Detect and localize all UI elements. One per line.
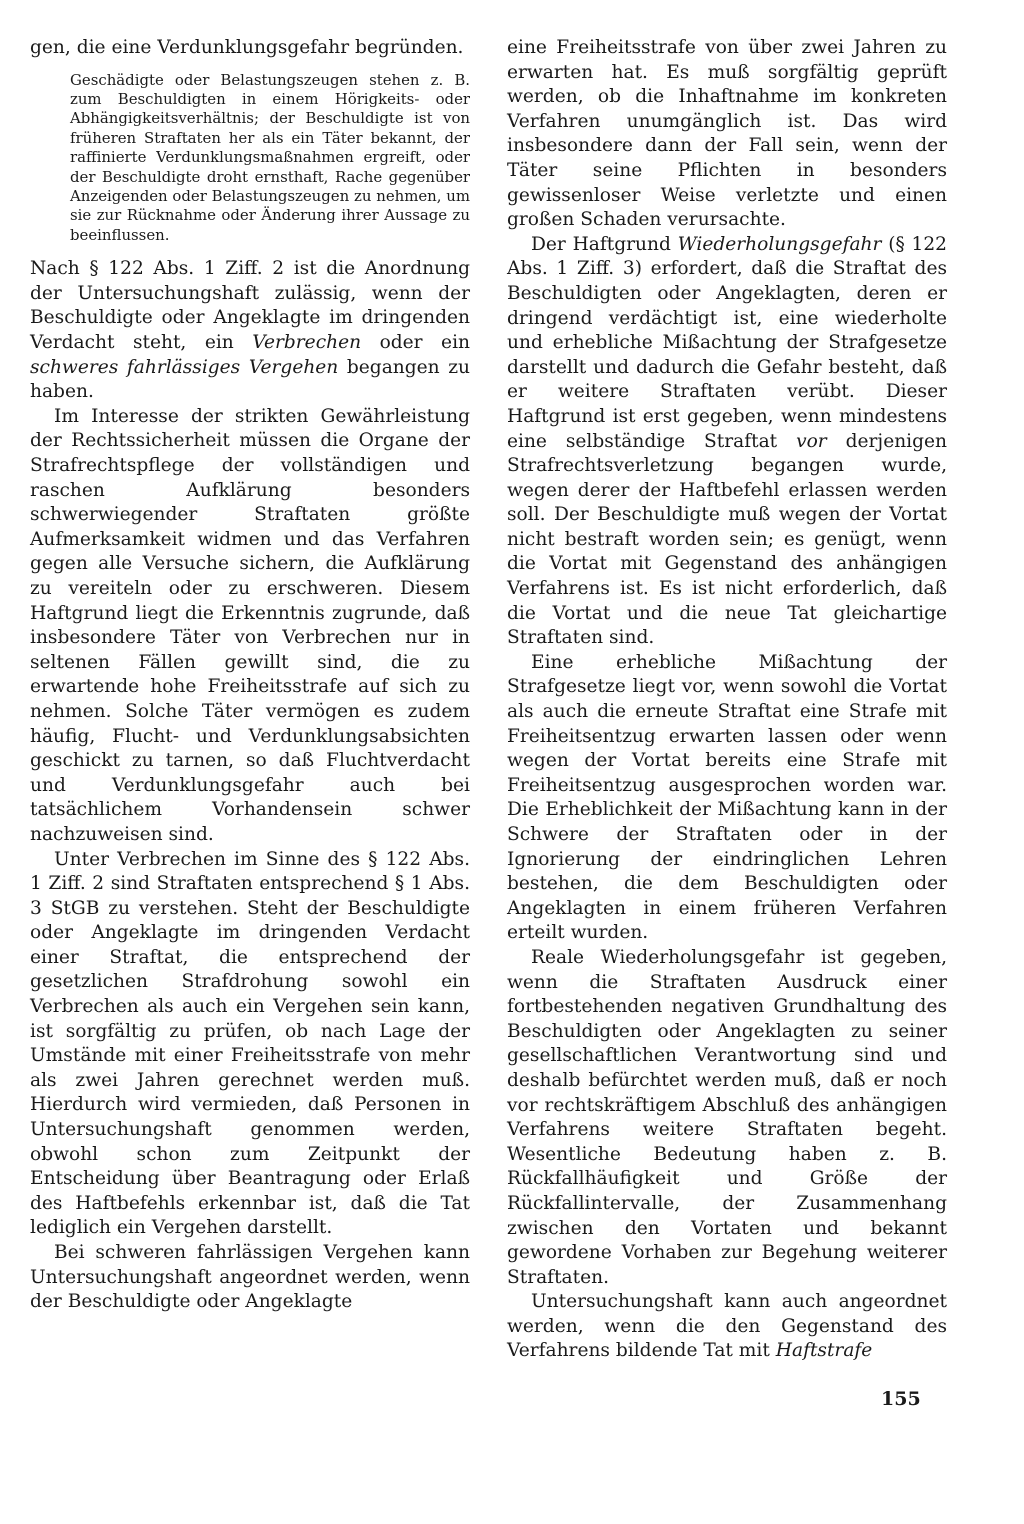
left-column (30, 36, 470, 1315)
right-column (507, 36, 947, 1364)
paragraph-continuation: eine Freiheitsstrafe von über zwei Jahren zu erwarten hat. Es muß sorgfältig geprüft werden, ob die Inhaftnahme im konkreten Verfahren unumgänglich ist. Das wird insbesondere dann der Fall sein, wenn der Täter seine Pflichten in besonders gewissenloser Weise verletzte und einen großen Schaden verursachte. (507, 37, 947, 231)
emphasis-wiederholungsgefahr: Wiederholungsgefahr (677, 233, 882, 255)
paragraph-verbrechen-definition: Unter Verbrechen im Sinne des § 122 Abs. 1 Ziff. 2 sind Straftaten entsprechend § 1 Abs. 3 StGB zu verstehen. Steht der Beschuldigte oder Angeklagte im dringenden Verdacht einer Straftat, die entsprechend der gesetzlichen Strafdrohung sowohl ein Verbrechen als auch ein Vergehen sein kann, ist sorgfältig zu prüfen, ob nach Lage der Umstände mit einer Freiheitsstrafe von mehr als zwei Jahren gerechnet werden muß. Hierdurch wird vermieden, daß Personen in Untersuchungshaft genommen werden, obwohl schon zum Zeitpunkt der Entscheidung über Beantragung oder Erlaß des Haftbefehls erkennbar ist, daß die Tat lediglich ein Vergehen darstellt. (30, 848, 470, 1239)
text-segment: derjenigen Strafrechtsverletzung begangen wurde, wegen derer der Haftbefehl erlassen werden soll. Der Beschuldigte muß wegen der Vortat nicht bestraft worden sein; es genügt, wenn die Vortat mit Gegenstand des anhängigen Verfahrens ist. Es ist nicht erforderlich, daß die Vortat und die neue Tat gleichartige Straftaten sind. (507, 430, 947, 649)
paragraph-continuation: gen, die eine Verdunklungsgefahr begründen. (30, 37, 464, 58)
paragraph-legal-basis (30, 257, 470, 405)
emphasis-haftstrafe: Haftstrafe (775, 1340, 873, 1362)
paragraph-haftstrafe (507, 1290, 947, 1364)
page-number: 155 (881, 1388, 921, 1410)
paragraph-wiederholungsgefahr (507, 233, 947, 651)
emphasis-vor: vor (796, 430, 827, 452)
paragraph-missachtung: Eine erhebliche Mißachtung der Strafgesetze liegt vor, wenn sowohl die Vortat als auch die erneute Straftat eine Strafe mit Freiheitsentzug erwarten lassen oder wenn wegen der Vortat bereits eine Strafe mit Freiheitsentzug ausgesprochen worden war. Die Erheblichkeit der Mißachtung kann in der Schwere der Straftaten oder in der Ignorierung der eindringlichen Lehren bestehen, die dem Beschuldigten oder Angeklagten in einem früheren Verfahren erteilt wurden. (507, 651, 947, 944)
paragraph-fahrlaessig: Bei schweren fahrlässigen Vergehen kann Untersuchungshaft angeordnet werden, wenn der Beschuldigte oder Angeklagte (30, 1242, 470, 1313)
paragraph-interest: Im Interesse der strikten Gewährleistung der Rechtssicherheit müssen die Organe der Strafrechtspflege der vollständigen und raschen Aufklärung besonders schwerwiegender Straftaten größte Aufmerksamkeit widmen und das Verfahren gegen alle Versuche sichern, die Aufklärung zu vereiteln oder zu erschweren. Diesem Haftgrund liegt die Erkenntnis zugrunde, daß insbesondere Täter von Verbrechen nur in seltenen Fällen gewillt sind, die zu erwartende hohe Freiheitsstrafe auf sich zu nehmen. Solche Täter vermögen es zudem häufig, Flucht- und Verdunklungsabsichten geschickt zu tarnen, so daß Fluchtverdacht und Verdunklungsgefahr auch bei tatsächlichem Vorhandensein schwer nachzuweisen sind. (30, 405, 470, 845)
emphasis-verbrechen: Verbrechen (252, 332, 362, 354)
paragraph-reale-gefahr: Reale Wiederholungsgefahr ist gegeben, wenn die Straftaten Ausdruck einer fortbestehenden negativen Grundhaltung des Beschuldigten oder Angeklagten zu seiner gesellschaftlichen Verantwortung sind und deshalb befürchtet werden muß, daß er noch vor rechtskräftigem Abschluß des anhängigen Verfahrens weitere Straftaten begeht. Wesentliche Bedeutung haben z. B. Rückfallhäufigkeit und Größe der Rückfallintervalle, der Zusammenhang zwischen den Vortaten und bekannt gewordene Vorhaben zur Begehung weiterer Straftaten. (507, 946, 947, 1288)
example-note: Geschädigte oder Belastungszeugen stehen z. B. zum Beschuldigten in einem Hörigkeits- oder Abhängigkeitsverhältnis; der Beschuldigte ist von früheren Straftaten her als ein Täter bekannt, der raffinierte Verdunklungsmaßnahmen ergreift, oder der Beschuldigte droht ernsthaft, Rache gegenüber Anzeigenden oder Belastungszeugen zu nehmen, um sie zur Rücknahme oder Änderung ihrer Aussage zu beeinflussen. (70, 70, 470, 244)
text-segment: Nach § 122 Abs. 1 Ziff. 2 ist die Anordnung der Untersuchungshaft zulässig, wenn der Beschuldigte oder Angeklagte im dringenden Verdacht steht, ein (30, 258, 470, 354)
text-segment: oder ein (361, 332, 470, 354)
text-segment: Der Haftgrund (531, 233, 678, 255)
text-segment: Untersuchungshaft kann auch angeordnet werden, wenn die den Gegenstand des Verfahrens bildende Tat mit (507, 1291, 947, 1362)
text-segment: (§ 122 Abs. 1 Ziff. 3) erfordert, daß die Straftat des Beschuldigten oder Angeklagten, deren er dringend verdächtigt ist, eine wiederholte und erhebliche Mißachtung der Strafgesetze darstellt und dadurch die Gefahr besteht, daß er weitere Straftaten verübt. Dieser Haftgrund ist erst gegeben, wenn mindestens eine selbständige Straftat (507, 233, 947, 452)
text-segment: begangen zu haben. (30, 356, 471, 403)
emphasis-schweres-vergehen: schweres fahrlässiges Vergehen (30, 356, 339, 378)
